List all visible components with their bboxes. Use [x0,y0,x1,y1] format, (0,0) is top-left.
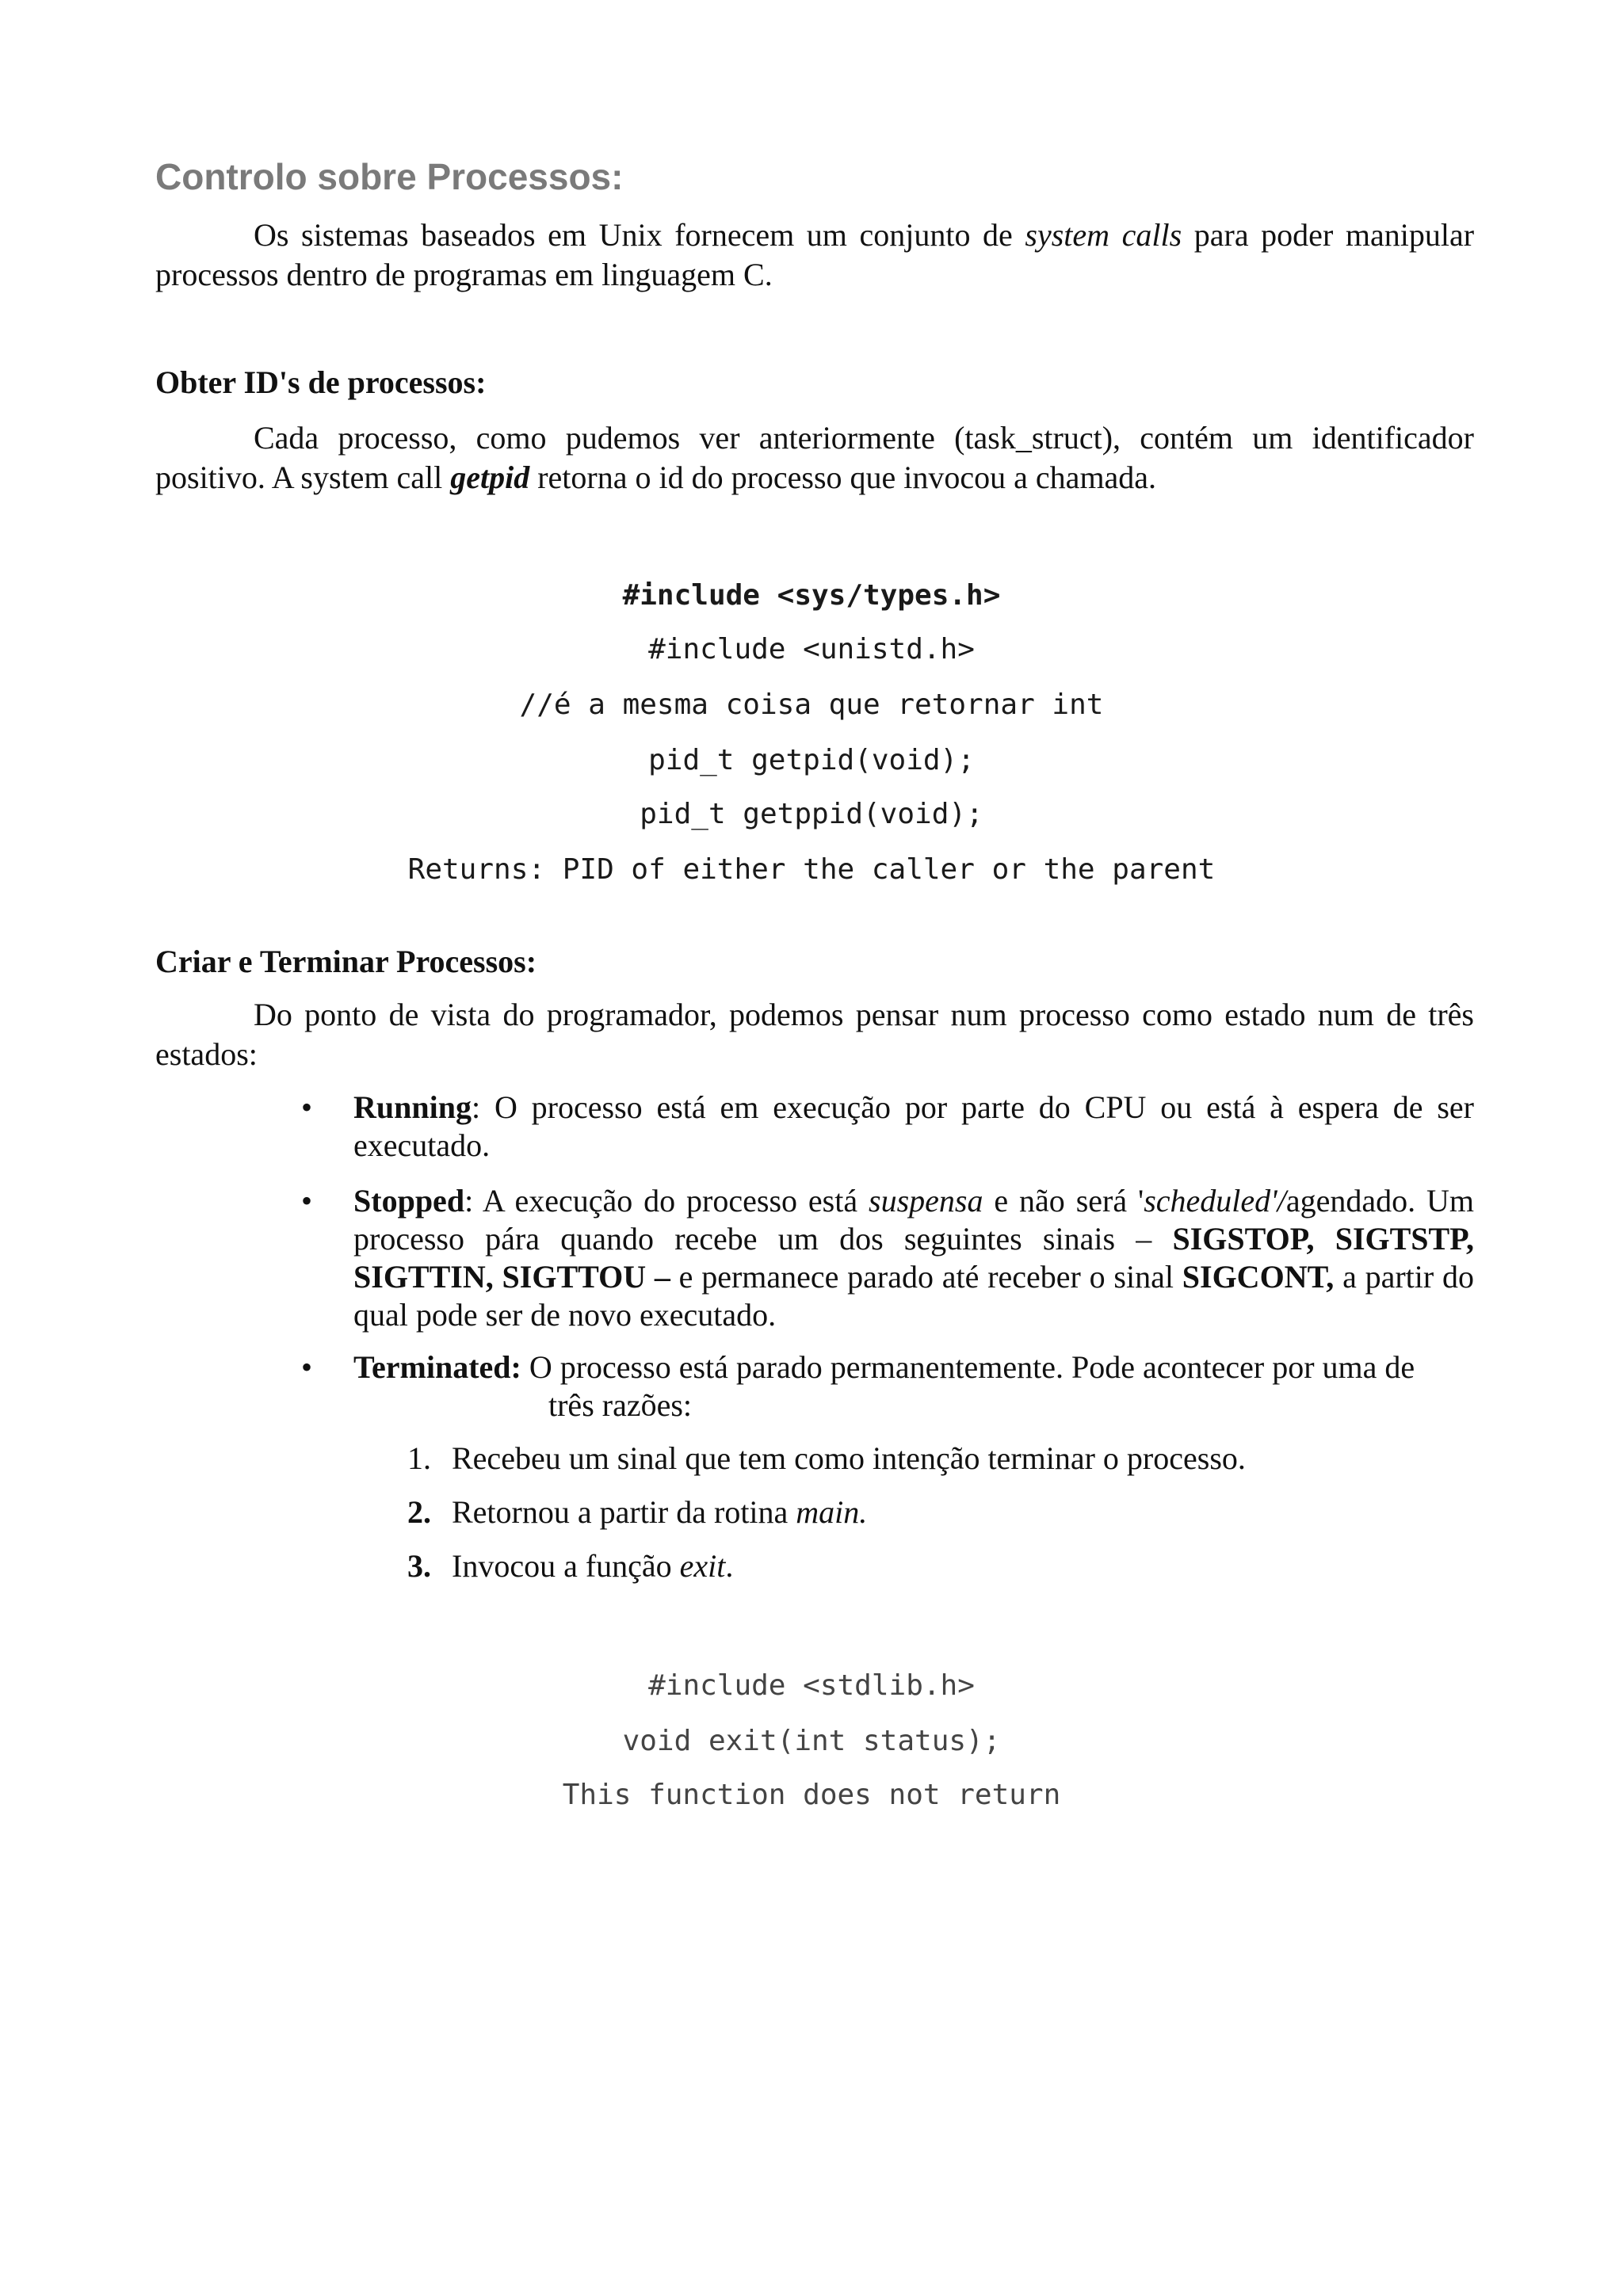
code-line-getpid: pid_t getpid(void); [648,744,975,776]
create-paragraph: Do ponto de vista do programador, podemos pensar num processo como estado num de três estados: [155,997,1474,1072]
reason-text-post: . [725,1548,734,1584]
reason-text-pre: Invocou a função [452,1548,680,1584]
section-title: Controlo sobre Processos: [155,156,624,197]
stopped-term: Stopped [353,1183,465,1219]
intro-text-1: Os sistemas baseados em Unix fornecem um conjunto de [254,217,1025,253]
code-line-comment: //é a mesma coisa que retornar int [519,688,1104,721]
bullet-terminated: • [301,1349,313,1385]
stopped-text-7: e permanece parado até receber o sinal [670,1259,1182,1295]
stopped-signals: SIGSTOP, SIGTSTP, SIGTTIN, SIGTTOU – [353,1221,1474,1295]
stopped-text-9: a partir do qual pode ser de novo executado. [353,1259,1475,1333]
reason-number: 1. [407,1440,431,1476]
reason-text-pre: Recebeu um sinal que tem como intenção terminar o processo. [452,1440,1246,1476]
intro-text-2: para poder manipular processos dentro de programas em linguagem C. [155,217,1475,292]
terminated-line-2: três razões: [548,1387,693,1423]
code-line-include-stdlib: #include <stdlib.h> [648,1669,975,1702]
terminated-text: O processo está parado permanentemente. Pode acontecer por uma de [521,1349,1415,1385]
code-line-no-return: This function does not return [562,1779,1061,1811]
reason-text [452,1547,733,1586]
reason-text [452,1493,867,1532]
reason-text [452,1439,1246,1478]
intro-emphasis: system calls [1025,217,1182,253]
stopped-text-1: : A execução do processo está [464,1183,869,1219]
stopped-sigcont: SIGCONT, [1182,1259,1335,1295]
terminated-term: Terminated: [353,1349,521,1385]
reason-text-em: main. [796,1494,868,1530]
code-line-exit: void exit(int status); [622,1725,1001,1757]
running-item [353,1089,1474,1165]
reason-number: 2. [407,1494,431,1530]
getid-emphasis: getpid [450,460,530,495]
stopped-text-5: agendado. Um processo pára quando recebe um dos seguintes sinais – [353,1183,1474,1257]
getid-heading: Obter ID's de processos: [155,364,487,400]
stopped-item [353,1182,1474,1334]
code-line-include-types: #include <sys/types.h> [622,579,1001,612]
running-text: : O processo está em execução por parte do CPU ou está à espera de ser executado. [353,1089,1474,1163]
stopped-scheduled: scheduled'/ [1144,1183,1286,1219]
reason-number: 3. [407,1548,431,1584]
code-line-include-unistd: #include <unistd.h> [648,633,975,666]
running-term: Running [353,1089,472,1125]
stopped-suspensa: suspensa [869,1183,983,1219]
code-line-returns: Returns: PID of either the caller or the parent [407,853,1216,886]
create-heading: Criar e Terminar Processos: [155,944,537,979]
bullet-stopped: • [301,1183,313,1219]
intro-paragraph [155,215,1474,295]
terminated-line-1 [353,1348,1415,1386]
getid-paragraph [155,418,1474,498]
getid-text-1: Cada processo, como pudemos ver anteriormente (task_struct), contém um identificador positivo. A system call [155,420,1474,495]
getid-text-2: retorna o id do processo que invocou a chamada. [529,460,1157,495]
stopped-text-3: e não será ' [983,1183,1144,1219]
bullet-running: • [301,1089,313,1125]
code-line-getppid: pid_t getppid(void); [640,798,983,830]
reason-text-pre: Retornou a partir da rotina [452,1494,796,1530]
reason-text-em: exit [679,1548,726,1584]
